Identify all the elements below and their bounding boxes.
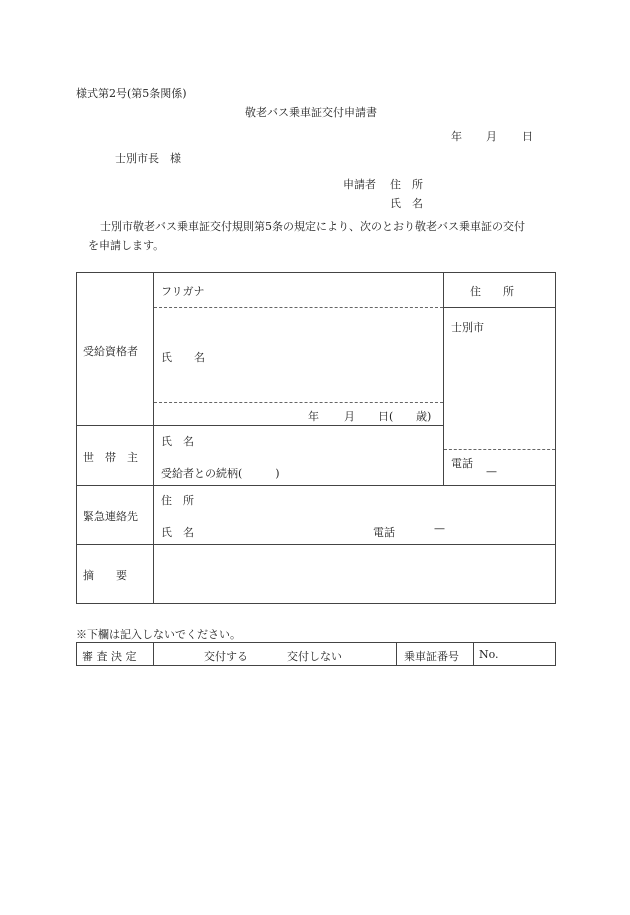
household-label: 世 帯 主: [83, 451, 138, 464]
household-name-label: 氏 名: [161, 435, 194, 448]
form-number: 様式第2号(第5条関係): [76, 87, 187, 100]
decision-label: 審 査 決 定: [82, 650, 137, 663]
emergency-name-label: 氏 名: [161, 526, 194, 539]
applicant-address-label: 住 所: [390, 178, 423, 191]
birth-month-label: 月: [344, 410, 355, 423]
office-note: ※下欄は記入しないでください。: [76, 628, 241, 641]
phone-label: 電話: [451, 457, 473, 470]
city-prefix: 士別市: [451, 321, 484, 334]
emergency-phone-dash: —: [434, 522, 445, 535]
date-day-label: 日: [522, 130, 533, 143]
birth-day-label: 日(: [378, 410, 394, 423]
date-year-label: 年: [451, 130, 462, 143]
addressee: 士別市長 様: [115, 152, 181, 165]
address-header: 住 所: [470, 285, 514, 298]
intro-line-2: を申請します。: [88, 239, 165, 252]
card-number-no-label: No.: [479, 648, 499, 661]
emergency-label: 緊急連絡先: [83, 510, 138, 523]
furigana-label: フリガナ: [161, 285, 205, 298]
emergency-address-label: 住 所: [161, 494, 194, 507]
date-month-label: 月: [486, 130, 497, 143]
issue-option: 交付する: [204, 650, 248, 663]
page-title: 敬老バス乗車証交付申請書: [245, 106, 377, 119]
recipient-name-label: 氏 名: [161, 351, 205, 364]
no-issue-option: 交付しない: [287, 650, 342, 663]
intro-line-1: 士別市敬老バス乗車証交付規則第5条の規定により、次のとおり敬老バス乗車証の交付: [100, 220, 525, 233]
applicant-name-label: 氏 名: [390, 197, 423, 210]
birth-age-label: 歳): [416, 410, 432, 423]
emergency-phone-label: 電話: [373, 526, 395, 539]
applicant-label: 申請者: [343, 178, 376, 191]
relation-label: 受給者との続柄( ): [161, 467, 280, 480]
card-number-label: 乗車証番号: [404, 650, 459, 663]
birth-year-label: 年: [308, 410, 319, 423]
phone-dash: —: [486, 465, 497, 478]
remarks-label: 摘 要: [83, 569, 127, 582]
recipient-label: 受給資格者: [83, 345, 138, 358]
